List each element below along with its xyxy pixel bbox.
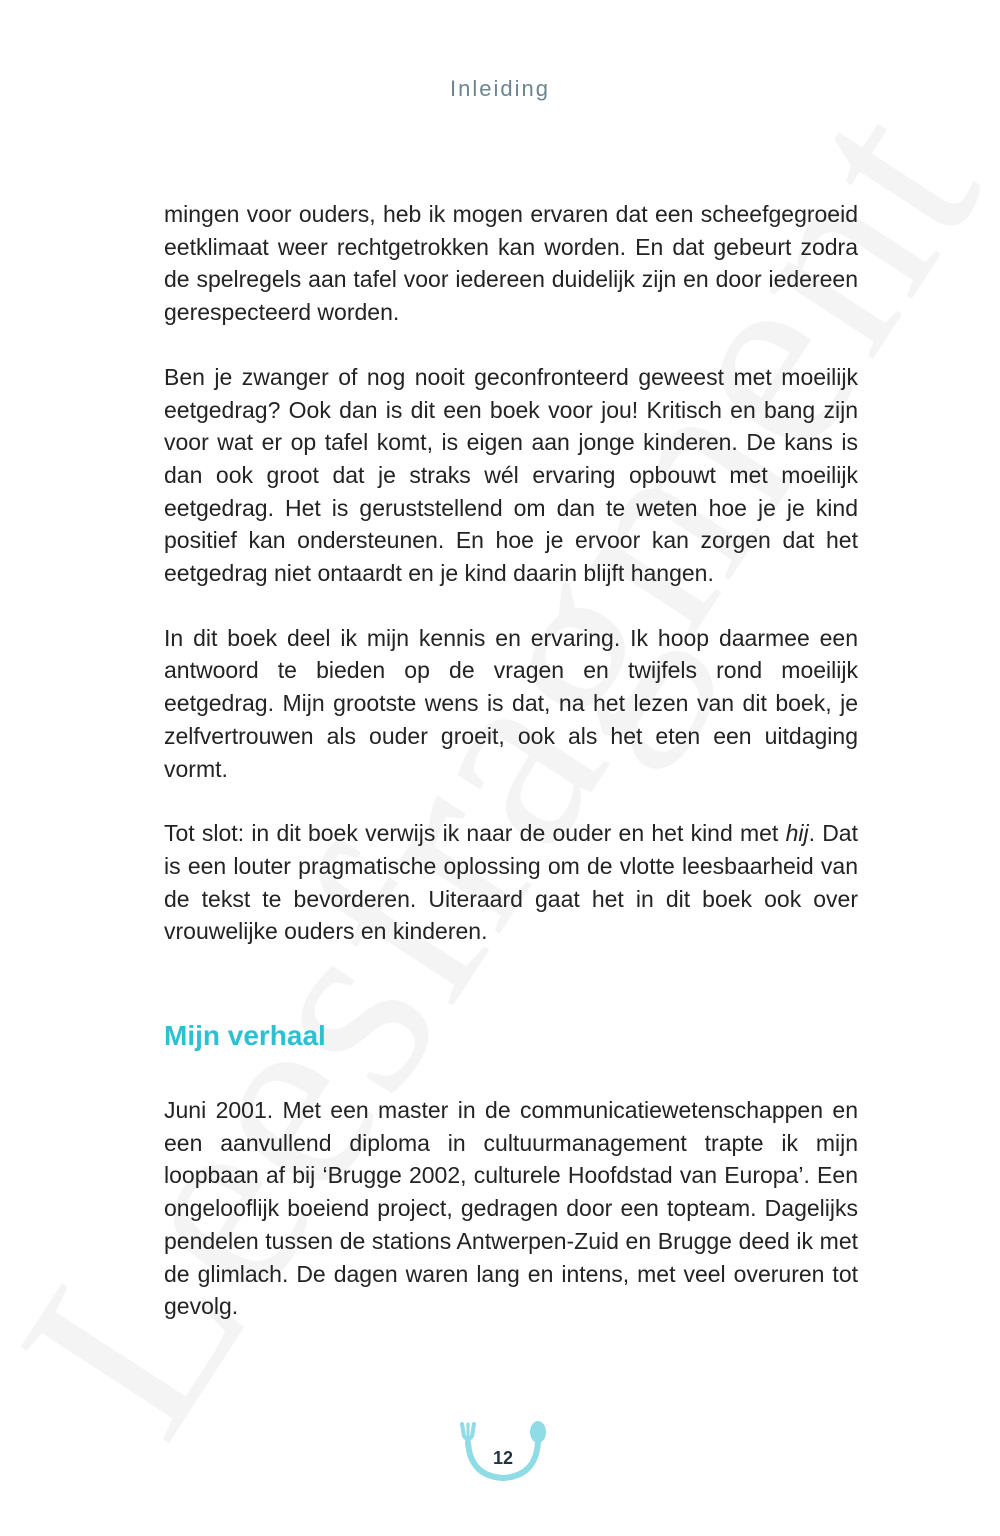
paragraph: mingen voor ouders, heb ik mogen ervaren dat een scheefgegroeid eetklimaat weer rechtgetrokken kan worden. En dat gebeurt zodra de spelregels aan tafel voor iedereen duidelijk zijn en door iedereen gerespecteerd worden. [164, 201, 858, 326]
page-body [164, 198, 858, 1323]
section-paragraph: Juni 2001. Met een master in de communicatiewetenschappen en een aanvullend diploma in cultuurmanagement trapte ik mijn loopbaan af bij ‘Brugge 2002, culturele Hoofdstad van Europa’. Een ongelooflijk boeiend project, gedragen door een topteam. Dagelijks pendelen tussen de stations Antwerpen-Zuid en Brugge deed ik met de glimlach. De dagen waren lang en intens, met veel overuren tot gevolg. [164, 1097, 858, 1320]
running-head: Inleiding [450, 76, 550, 101]
page-number-badge [458, 1420, 548, 1486]
closing-text-start: Tot slot: in dit boek verwijs ik naar de ouder en het kind met [164, 820, 786, 847]
italic-word: hij [785, 820, 809, 847]
paragraph: Ben je zwanger of nog nooit geconfronteerd geweest met moeilijk eetgedrag? Ook dan is dit een boek voor jou! Kritisch en bang zijn voor wat er op tafel komt, is eigen aan jonge kinderen. De kans is dan ook groot dat je straks wél ervaring opbouwt met moeilijk eetgedrag. Het is geruststellend om dan te weten hoe je je kind positief kan ondersteunen. En hoe je ervoor kan zorgen dat het eetgedrag niet ontaardt en je kind daarin blijft hangen. [164, 363, 858, 587]
page-number: 12 [492, 1448, 514, 1468]
closing-text-end: . Dat is een louter pragmatische oplossing om de vlotte leesbaarheid van de tekst te bevorderen. Uiteraard gaat het in dit boek ook over vrouwelijke ouders en kinderen. [164, 820, 858, 945]
paragraph: In dit boek deel ik mijn kennis en ervaring. Ik hoop daarmee een antwoord te bieden op de vragen en twijfels rond moeilijk eetgedrag. Mijn grootste wens is dat, na het lezen van dit boek, je zelfvertrouwen als ouder groeit, ook als het eten een uitdaging vormt. [164, 624, 858, 782]
section-heading: Mijn verhaal [164, 1020, 326, 1052]
closing-paragraph [164, 817, 858, 948]
